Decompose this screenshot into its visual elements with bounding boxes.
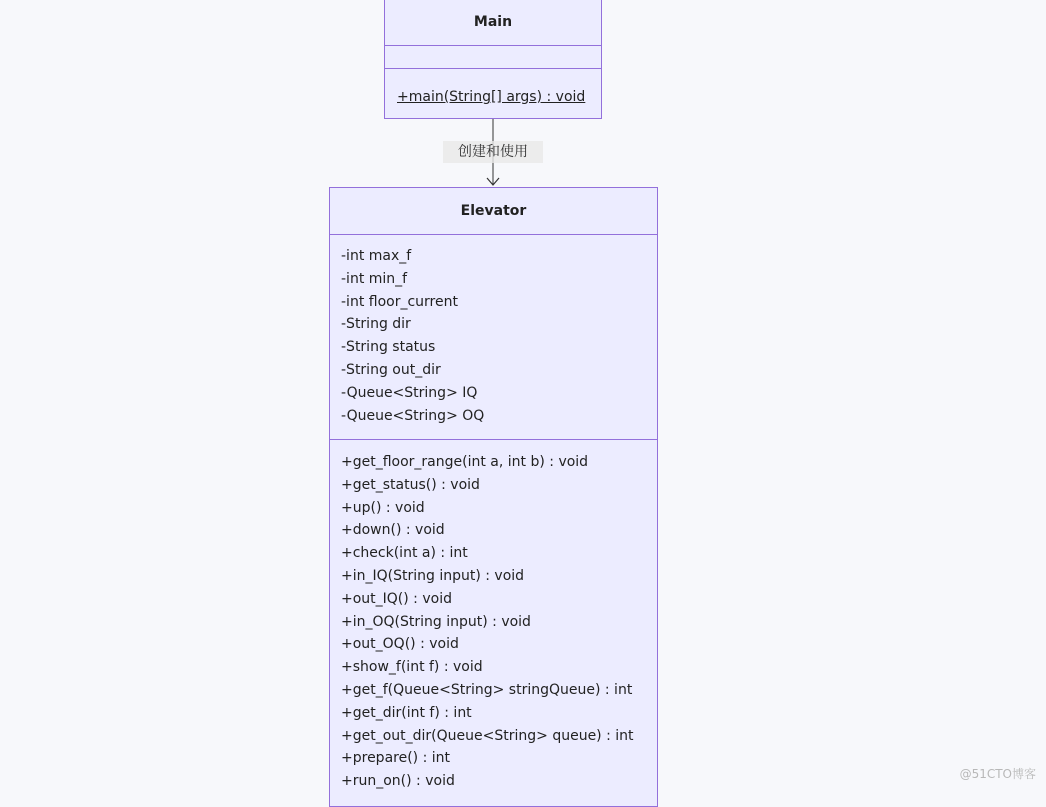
method-item: +prepare() : int bbox=[341, 750, 450, 767]
elevator-class-attributes bbox=[330, 234, 657, 439]
main-class-methods bbox=[385, 68, 601, 109]
attribute-item: -String out_dir bbox=[341, 361, 441, 378]
elevator-class-name: Elevator bbox=[460, 203, 527, 219]
method-item: +out_IQ() : void bbox=[341, 590, 452, 607]
attribute-item: -String status bbox=[341, 339, 436, 356]
method-item: +get_status() : void bbox=[341, 476, 480, 493]
main-method: +main(String[] args) : void bbox=[397, 89, 586, 105]
main-class-attributes bbox=[385, 45, 601, 68]
method-item: +get_f(Queue<String> stringQueue) : int bbox=[341, 681, 633, 698]
method-item: +get_out_dir(Queue<String> queue) : int bbox=[341, 727, 634, 744]
attribute-item: -int floor_current bbox=[341, 293, 458, 310]
method-item: +run_on() : void bbox=[341, 773, 455, 790]
main-class-name: Main bbox=[473, 14, 513, 30]
method-item: +get_floor_range(int a, int b) : void bbox=[341, 454, 589, 470]
method-item: +in_OQ(String input) : void bbox=[341, 613, 531, 630]
method-item: +show_f(int f) : void bbox=[341, 659, 483, 676]
main-class-box[interactable] bbox=[384, 0, 602, 119]
method-item: +down() : void bbox=[341, 522, 445, 539]
attribute-item: -int max_f bbox=[341, 248, 412, 264]
method-item: +get_dir(int f) : int bbox=[341, 704, 472, 721]
method-item: +out_OQ() : void bbox=[341, 636, 459, 653]
relation-label: 创建和使用 bbox=[443, 141, 543, 163]
elevator-class-methods bbox=[330, 439, 657, 793]
method-item: +check(int a) : int bbox=[341, 545, 468, 562]
watermark: @51CTO博客 bbox=[959, 767, 1036, 781]
attribute-item: -Queue<String> IQ bbox=[341, 384, 478, 401]
method-item: +in_IQ(String input) : void bbox=[341, 567, 525, 584]
attribute-item: -Queue<String> OQ bbox=[341, 407, 485, 424]
elevator-class-box[interactable] bbox=[329, 187, 658, 807]
method-item: +up() : void bbox=[341, 499, 425, 516]
arrowhead bbox=[487, 178, 499, 185]
attribute-item: -String dir bbox=[341, 316, 411, 333]
attribute-item: -int min_f bbox=[341, 270, 408, 287]
